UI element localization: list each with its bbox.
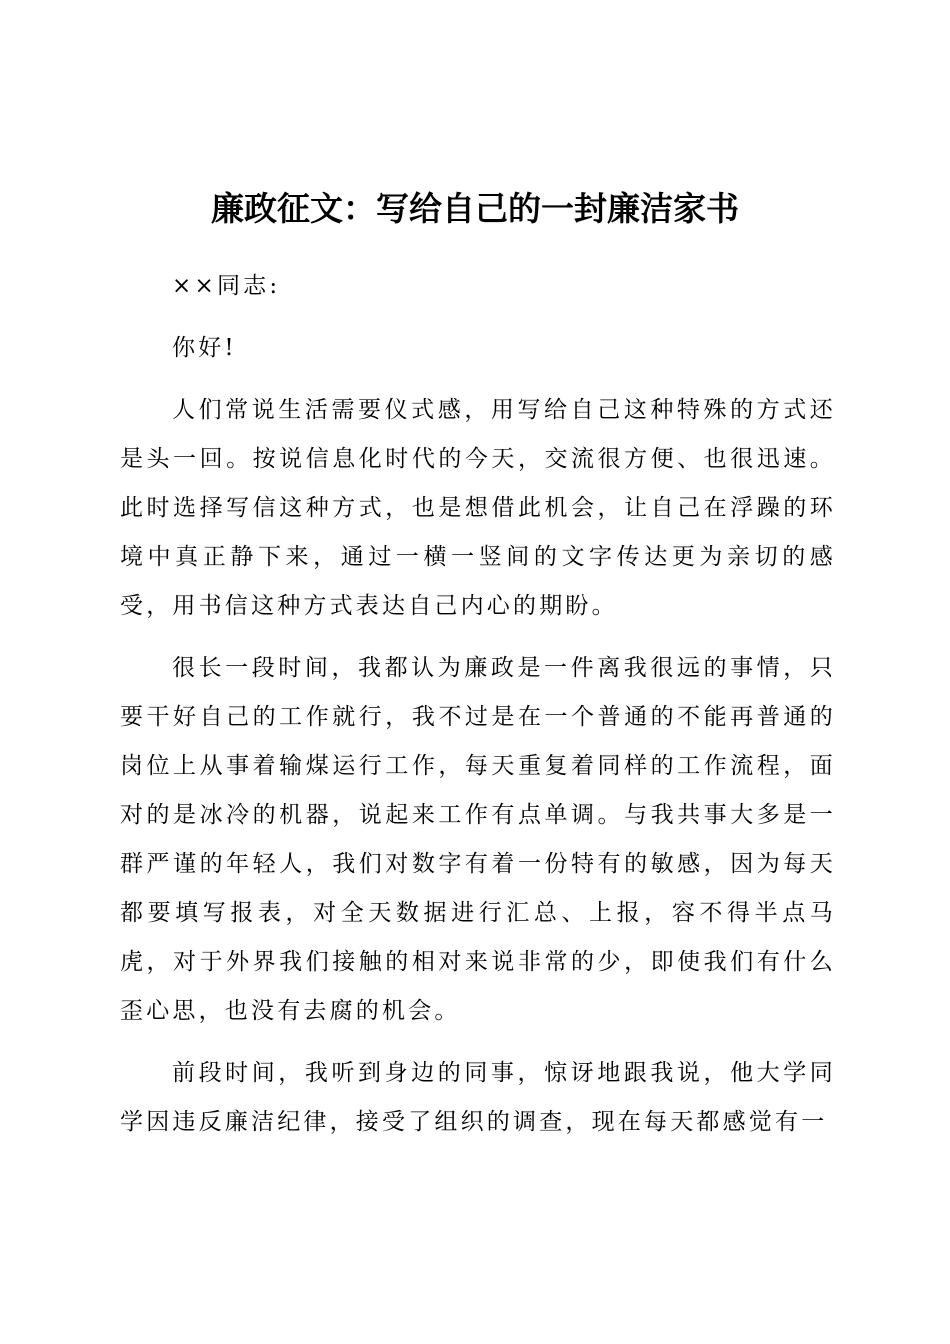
paragraph: 很长一段时间，我都认为廉政是一件离我很远的事情，只要干好自己的工作就行，我不过是在一个普通的不能再普通的岗位上从事着输煤运行工作，每天重复着同样的工作流程，面对的是冰冷的机器，说起来工作有点单调。与我共事大多是一群严谨的年轻人，我们对数字有着一份特有的敏感，因为每天都要填写报表，对全天数据进行汇总、上报，容不得半点马虎，对于外界我们接触的相对来说非常的少，即使我们有什么歪心思，也没有去腐的机会。 — [120, 655, 836, 1024]
paragraph: 人们常说生活需要仪式感，用写给自己这种特殊的方式还是头一回。按说信息化时代的今天，交流很方便、也很迅速。此时选择写信这种方式，也是想借此机会，让自己在浮躁的环境中真正静下来，通过一横一竖间的文字传达更为亲切的感受，用书信这种方式表达自己内心的期盼。 — [120, 397, 836, 619]
letter-body — [120, 262, 836, 1147]
paragraph: 前段时间，我听到身边的同事，惊讶地跟我说，他大学同学因违反廉洁纪律，接受了组织的调查，现在每天都感觉有一 — [120, 1060, 836, 1135]
salutation: ××同志: — [172, 273, 281, 299]
greeting: 你好! — [172, 335, 237, 361]
document-title: 廉政征文：写给自己的一封廉洁家书 — [211, 189, 739, 228]
